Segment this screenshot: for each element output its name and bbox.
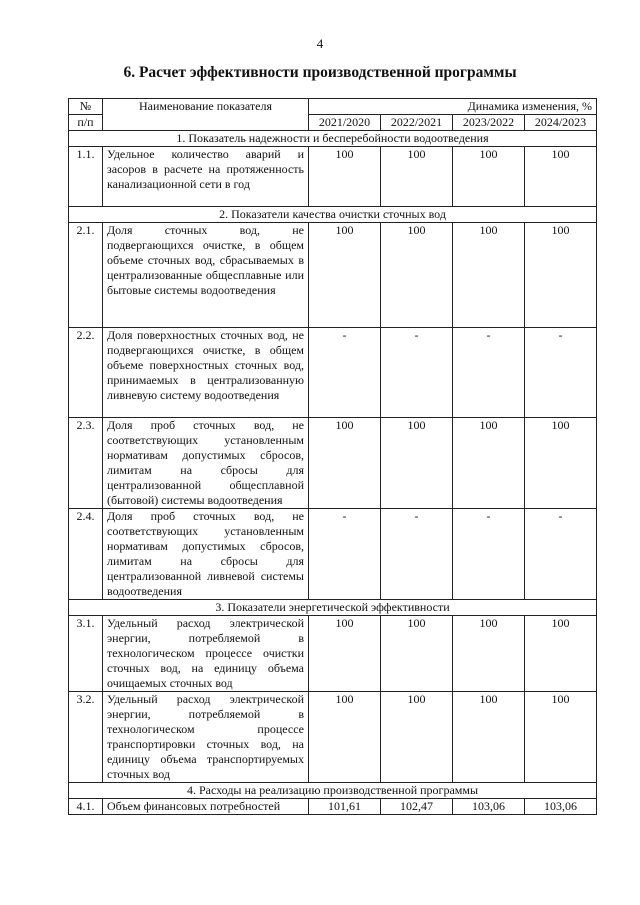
row-number: 3.2. [69, 692, 103, 783]
table-row [69, 223, 597, 328]
indicator-name: Доля сточных вод, не подвергающихся очистке, в общем объеме сточных вод, сбрасываемых в централизованные общесплавные или бытовые системы водоотведения [103, 223, 309, 328]
value-cell: - [525, 328, 597, 418]
row-number: 3.1. [69, 616, 103, 692]
value-cell: 100 [381, 223, 453, 328]
value-cell: 100 [381, 692, 453, 783]
indicator-name: Доля проб сточных вод, не соответствующих установленным нормативам допустимых сбросов, лимитам на сбросы для централизованной общесплавной (бытовой) системы водоотведения [103, 418, 309, 509]
indicator-name: Удельное количество аварий и засоров в расчете на протяженность канализационной сети в год [103, 147, 309, 207]
row-number: 2.1. [69, 223, 103, 328]
value-cell: - [525, 509, 597, 600]
table-row [69, 509, 597, 600]
header-year: 2023/2022 [453, 115, 525, 131]
header-row-1 [69, 99, 597, 115]
header-year: 2021/2020 [309, 115, 381, 131]
value-cell: 103,06 [453, 799, 525, 815]
section-title: 4. Расходы на реализацию производственной программы [69, 783, 597, 799]
table-row [69, 692, 597, 783]
value-cell: 100 [381, 147, 453, 207]
value-cell: 100 [453, 223, 525, 328]
header-year: 2022/2021 [381, 115, 453, 131]
row-number: 2.4. [69, 509, 103, 600]
header-num-top: № [69, 99, 103, 115]
section-title: 2. Показатели качества очистки сточных вод [69, 207, 597, 223]
value-cell: 100 [525, 616, 597, 692]
table-row [69, 799, 597, 815]
row-number: 2.2. [69, 328, 103, 418]
value-cell: 100 [381, 616, 453, 692]
value-cell: 100 [309, 616, 381, 692]
value-cell: - [309, 509, 381, 600]
value-cell: 101,61 [309, 799, 381, 815]
table-row [69, 328, 597, 418]
row-number: 1.1. [69, 147, 103, 207]
section-row [69, 131, 597, 147]
section-row [69, 783, 597, 799]
value-cell: 100 [525, 147, 597, 207]
section-title: 3. Показатели энергетической эффективности [69, 600, 597, 616]
value-cell: 100 [453, 692, 525, 783]
value-cell: - [309, 328, 381, 418]
table-row [69, 418, 597, 509]
table-row [69, 147, 597, 207]
row-number: 4.1. [69, 799, 103, 815]
value-cell: 100 [453, 147, 525, 207]
value-cell: 103,06 [525, 799, 597, 815]
indicator-name: Доля проб сточных вод, не соответствующих установленным нормативам допустимых сбросов, лимитам на сбросы для централизованной ливневой системы водоотведения [103, 509, 309, 600]
value-cell: 100 [309, 692, 381, 783]
value-cell: 100 [381, 418, 453, 509]
value-cell: 100 [309, 418, 381, 509]
value-cell: 100 [453, 616, 525, 692]
section-title: 1. Показатель надежности и бесперебойности водоотведения [69, 131, 597, 147]
value-cell: - [381, 328, 453, 418]
indicator-name: Удельный расход электрической энергии, потребляемой в технологическом процессе очистки сточных вод, на единицу объема очищаемых сточных вод [103, 616, 309, 692]
efficiency-table [68, 98, 597, 815]
value-cell: 100 [453, 418, 525, 509]
header-dynamics: Динамика изменения, % [309, 99, 597, 115]
page-number: 4 [316, 36, 324, 51]
indicator-name: Удельный расход электрической энергии, потребляемой в технологическом процессе транспортировки сточных вод, на единицу объема транспортируемых сточных вод [103, 692, 309, 783]
indicator-name: Объем финансовых потребностей [103, 799, 309, 815]
header-num-bottom: п/п [69, 115, 103, 131]
value-cell: 100 [309, 147, 381, 207]
header-year: 2024/2023 [525, 115, 597, 131]
row-number: 2.3. [69, 418, 103, 509]
value-cell: 100 [525, 223, 597, 328]
value-cell: 100 [525, 692, 597, 783]
table-row [69, 616, 597, 692]
header-name: Наименование показателя [103, 99, 309, 131]
value-cell: - [453, 328, 525, 418]
value-cell: 102,47 [381, 799, 453, 815]
value-cell: 100 [309, 223, 381, 328]
page-title: 6. Расчет эффективности производственной программы [123, 64, 517, 81]
value-cell: 100 [525, 418, 597, 509]
value-cell: - [453, 509, 525, 600]
section-row [69, 207, 597, 223]
section-row [69, 600, 597, 616]
indicator-name: Доля поверхностных сточных вод, не подвергающихся очистке, в общем объеме поверхностных сточных вод, принимаемых в централизованную ливневую систему водоотведения [103, 328, 309, 418]
value-cell: - [381, 509, 453, 600]
